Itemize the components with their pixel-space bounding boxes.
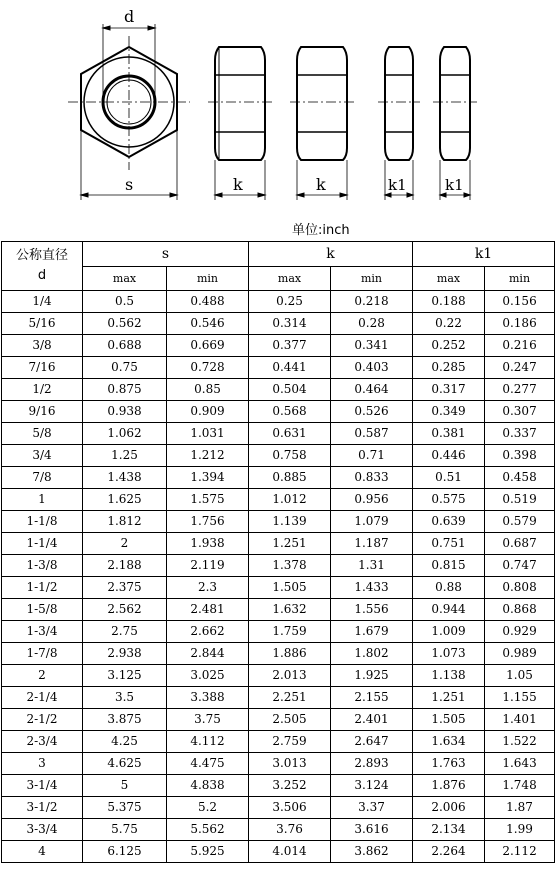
cell-k-max: 0.504 [249,379,331,401]
cell-k-max: 0.314 [249,313,331,335]
cell-k-min: 2.155 [331,687,413,709]
cell-s-max: 0.75 [83,357,167,379]
cell-k1-min: 0.687 [485,533,555,555]
cell-d: 2-3/4 [2,731,83,753]
table-row [2,577,555,599]
cell-k-max: 1.378 [249,555,331,577]
cell-k1-max: 0.446 [413,445,485,467]
header-nominal-diameter-text: 公称直径 [15,248,68,263]
cell-d: 1-5/8 [2,599,83,621]
cell-k-min: 0.28 [331,313,413,335]
cell-k-min: 1.679 [331,621,413,643]
cell-k1-max: 1.876 [413,775,485,797]
cell-k1-max: 1.505 [413,709,485,731]
header-nominal-diameter [2,242,83,291]
cell-k-min: 0.464 [331,379,413,401]
table-row [2,401,555,423]
cell-s-min: 2.481 [167,599,249,621]
cell-s-max: 1.625 [83,489,167,511]
cell-d: 4 [2,841,83,863]
cell-k1-max: 1.763 [413,753,485,775]
dimension-label-k-2: k [316,175,326,194]
header-s-min: min [167,267,249,291]
cell-k1-min: 0.307 [485,401,555,423]
dimension-label-d: d [124,7,135,26]
cell-k-min: 0.587 [331,423,413,445]
cell-s-max: 3.875 [83,709,167,731]
dimension-label-k1-2: k1 [445,176,464,194]
unit-label: 单位:inch [292,223,350,238]
table-row [2,621,555,643]
cell-k-max: 1.139 [249,511,331,533]
cell-k-min: 2.401 [331,709,413,731]
cell-s-min: 1.212 [167,445,249,467]
cell-k1-max: 0.88 [413,577,485,599]
cell-k1-min: 0.868 [485,599,555,621]
cell-k-min: 0.71 [331,445,413,467]
cell-k1-max: 0.22 [413,313,485,335]
cell-d: 1 [2,489,83,511]
cell-s-max: 0.5 [83,291,167,313]
cell-k1-min: 0.929 [485,621,555,643]
cell-k-max: 3.013 [249,753,331,775]
table-row [2,797,555,819]
cell-k-max: 0.758 [249,445,331,467]
header-k-max: max [249,267,331,291]
table-row [2,731,555,753]
table-row [2,599,555,621]
cell-k1-max: 2.006 [413,797,485,819]
cell-d: 3/4 [2,445,83,467]
cell-k1-max: 0.944 [413,599,485,621]
cell-k1-max: 1.138 [413,665,485,687]
cell-s-min: 2.844 [167,643,249,665]
cell-s-min: 2.119 [167,555,249,577]
cell-k1-min: 2.112 [485,841,555,863]
cell-k-max: 2.505 [249,709,331,731]
cell-d: 3-1/4 [2,775,83,797]
cell-s-max: 2.938 [83,643,167,665]
cell-k-min: 0.341 [331,335,413,357]
cell-d: 2-1/2 [2,709,83,731]
cell-s-max: 4.625 [83,753,167,775]
cell-k1-min: 0.519 [485,489,555,511]
cell-k1-min: 1.05 [485,665,555,687]
cell-k1-min: 0.277 [485,379,555,401]
cell-k1-min: 1.87 [485,797,555,819]
dimension-table [1,241,555,863]
cell-s-max: 6.125 [83,841,167,863]
cell-k1-min: 0.579 [485,511,555,533]
cell-s-max: 5.375 [83,797,167,819]
cell-k1-max: 0.349 [413,401,485,423]
cell-k1-max: 0.639 [413,511,485,533]
table-row [2,511,555,533]
cell-k1-max: 2.134 [413,819,485,841]
cell-d: 7/8 [2,467,83,489]
cell-k-max: 2.251 [249,687,331,709]
cell-k1-min: 0.989 [485,643,555,665]
cell-d: 1-7/8 [2,643,83,665]
header-s-max: max [83,267,167,291]
cell-k-max: 0.885 [249,467,331,489]
cell-d: 1/2 [2,379,83,401]
cell-k-max: 2.759 [249,731,331,753]
cell-d: 3-3/4 [2,819,83,841]
cell-k1-max: 0.51 [413,467,485,489]
cell-k1-max: 0.317 [413,379,485,401]
cell-k1-max: 0.285 [413,357,485,379]
cell-k-max: 1.632 [249,599,331,621]
cell-k-min: 1.433 [331,577,413,599]
table-row [2,819,555,841]
cell-k-max: 0.25 [249,291,331,313]
header-k1-max: max [413,267,485,291]
cell-s-max: 2.188 [83,555,167,577]
table-row [2,841,555,863]
cell-k1-max: 1.073 [413,643,485,665]
table-row [2,687,555,709]
cell-d: 5/8 [2,423,83,445]
cell-k1-max: 0.815 [413,555,485,577]
cell-s-min: 4.838 [167,775,249,797]
header-group-k1: k1 [413,242,555,267]
cell-s-min: 1.575 [167,489,249,511]
cell-k-max: 0.377 [249,335,331,357]
header-group-s: s [83,242,249,267]
cell-s-min: 2.3 [167,577,249,599]
cell-k1-max: 1.009 [413,621,485,643]
cell-k1-min: 1.155 [485,687,555,709]
cell-k-min: 3.124 [331,775,413,797]
cell-k1-min: 0.747 [485,555,555,577]
cell-s-max: 3.5 [83,687,167,709]
cell-k1-min: 0.156 [485,291,555,313]
cell-k1-min: 1.643 [485,753,555,775]
cell-s-min: 0.546 [167,313,249,335]
cell-k-min: 1.31 [331,555,413,577]
header-k-min: min [331,267,413,291]
header-d-text: d [37,268,47,283]
cell-s-max: 1.438 [83,467,167,489]
cell-s-min: 1.938 [167,533,249,555]
cell-d: 5/16 [2,313,83,335]
cell-s-min: 1.031 [167,423,249,445]
cell-k1-max: 1.251 [413,687,485,709]
header-k1-min: min [485,267,555,291]
table-row [2,775,555,797]
cell-s-max: 1.25 [83,445,167,467]
cell-s-min: 1.394 [167,467,249,489]
cell-k-min: 3.37 [331,797,413,819]
cell-s-max: 0.688 [83,335,167,357]
cell-s-min: 0.488 [167,291,249,313]
cell-k-min: 1.556 [331,599,413,621]
cell-s-max: 5 [83,775,167,797]
cell-k1-max: 1.634 [413,731,485,753]
cell-k-min: 1.187 [331,533,413,555]
table-row [2,709,555,731]
cell-d: 1/4 [2,291,83,313]
table-header-row-groups [2,242,555,267]
table-row [2,533,555,555]
cell-s-min: 3.388 [167,687,249,709]
cell-s-min: 0.85 [167,379,249,401]
cell-d: 1-1/2 [2,577,83,599]
cell-d: 3/8 [2,335,83,357]
hex-nut-top-view [68,24,190,200]
table-row [2,379,555,401]
cell-k-max: 2.013 [249,665,331,687]
cell-s-max: 0.562 [83,313,167,335]
cell-k-max: 3.506 [249,797,331,819]
table-row [2,357,555,379]
nut-technical-drawing [0,0,555,240]
cell-k-max: 0.568 [249,401,331,423]
cell-k-max: 3.252 [249,775,331,797]
cell-k-min: 0.218 [331,291,413,313]
cell-s-min: 4.475 [167,753,249,775]
cell-s-min: 5.562 [167,819,249,841]
table-row [2,643,555,665]
table-row [2,665,555,687]
cell-s-max: 2.75 [83,621,167,643]
cell-d: 2 [2,665,83,687]
cell-d: 1-3/4 [2,621,83,643]
cell-d: 3 [2,753,83,775]
cell-d: 7/16 [2,357,83,379]
cell-s-min: 5.2 [167,797,249,819]
dimension-label-k1-1: k1 [388,176,407,194]
table-row [2,753,555,775]
cell-k-min: 1.802 [331,643,413,665]
table-row [2,445,555,467]
table-row [2,555,555,577]
cell-s-min: 0.909 [167,401,249,423]
cell-k1-max: 2.264 [413,841,485,863]
cell-s-min: 0.669 [167,335,249,357]
cell-s-max: 1.812 [83,511,167,533]
cell-k1-min: 0.216 [485,335,555,357]
cell-k1-min: 0.186 [485,313,555,335]
dimension-label-s: s [125,175,134,194]
cell-s-max: 2.375 [83,577,167,599]
cell-k1-max: 0.751 [413,533,485,555]
table-row [2,291,555,313]
cell-k-max: 1.251 [249,533,331,555]
cell-d: 2-1/4 [2,687,83,709]
cell-s-min: 4.112 [167,731,249,753]
cell-k-min: 0.403 [331,357,413,379]
cell-k1-min: 1.522 [485,731,555,753]
cell-k1-min: 0.398 [485,445,555,467]
cell-k1-min: 1.99 [485,819,555,841]
cell-s-max: 4.25 [83,731,167,753]
cell-k-max: 1.886 [249,643,331,665]
table-row [2,423,555,445]
cell-s-min: 3.025 [167,665,249,687]
cell-s-max: 2 [83,533,167,555]
cell-d: 9/16 [2,401,83,423]
cell-k1-min: 0.458 [485,467,555,489]
cell-k-min: 3.862 [331,841,413,863]
dimension-label-k-1: k [233,175,243,194]
cell-k1-max: 0.381 [413,423,485,445]
cell-k-min: 2.647 [331,731,413,753]
cell-k-max: 1.759 [249,621,331,643]
cell-d: 1-3/8 [2,555,83,577]
cell-s-max: 2.562 [83,599,167,621]
cell-s-min: 1.756 [167,511,249,533]
cell-k1-max: 0.188 [413,291,485,313]
cell-s-min: 5.925 [167,841,249,863]
cell-k1-min: 0.808 [485,577,555,599]
cell-k1-min: 1.401 [485,709,555,731]
table-row [2,489,555,511]
cell-k-min: 0.956 [331,489,413,511]
table-row [2,335,555,357]
cell-k-max: 3.76 [249,819,331,841]
table-row [2,467,555,489]
table-body [2,291,555,863]
cell-d: 1-1/4 [2,533,83,555]
cell-k-min: 1.925 [331,665,413,687]
table-row [2,313,555,335]
cell-k-max: 1.012 [249,489,331,511]
cell-k-max: 4.014 [249,841,331,863]
table-header-row-sub [2,267,555,291]
cell-k-min: 1.079 [331,511,413,533]
cell-k-max: 0.631 [249,423,331,445]
cell-k1-max: 0.575 [413,489,485,511]
cell-s-max: 0.875 [83,379,167,401]
cell-s-max: 1.062 [83,423,167,445]
cell-d: 1-1/8 [2,511,83,533]
cell-s-min: 3.75 [167,709,249,731]
cell-k-max: 0.441 [249,357,331,379]
cell-s-min: 0.728 [167,357,249,379]
cell-k1-max: 0.252 [413,335,485,357]
header-group-k: k [249,242,413,267]
cell-k1-min: 0.247 [485,357,555,379]
cell-k-min: 3.616 [331,819,413,841]
cell-k1-min: 1.748 [485,775,555,797]
cell-s-max: 0.938 [83,401,167,423]
cell-k-min: 2.893 [331,753,413,775]
cell-d: 3-1/2 [2,797,83,819]
cell-k-max: 1.505 [249,577,331,599]
cell-s-max: 5.75 [83,819,167,841]
cell-s-min: 2.662 [167,621,249,643]
cell-k-min: 0.526 [331,401,413,423]
cell-k1-min: 0.337 [485,423,555,445]
cell-k-min: 0.833 [331,467,413,489]
cell-s-max: 3.125 [83,665,167,687]
